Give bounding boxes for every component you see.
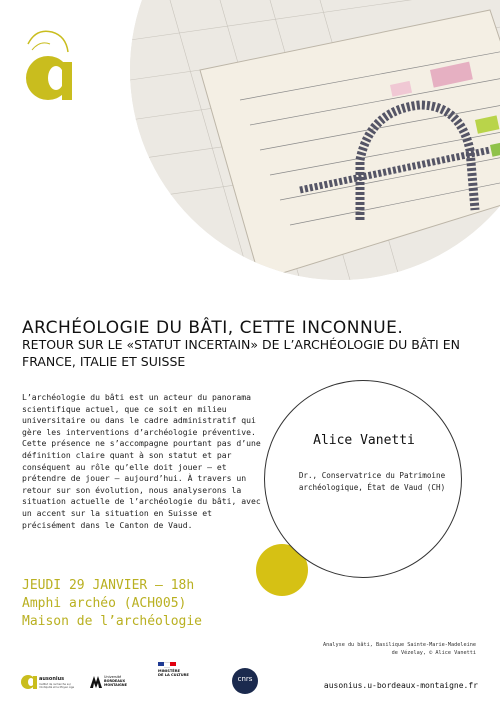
event-date: JEUDI 29 JANVIER – 18h bbox=[22, 578, 195, 593]
speaker-role-line1: Dr., Conservatrice du Patrimoine bbox=[298, 471, 446, 480]
photo-credit-line1: Analyse du bâti, Basilique Sainte-Marie-Madeleine bbox=[322, 642, 476, 648]
website-link[interactable]: ausonius.u-bordeaux-montaigne.fr bbox=[323, 681, 478, 690]
event-info bbox=[22, 577, 202, 631]
cnrs-logo bbox=[232, 668, 258, 694]
cnrs-logo-text: cnrs bbox=[237, 675, 253, 683]
photo-credit bbox=[300, 641, 476, 657]
ubm-line1: Université bbox=[104, 675, 122, 679]
ubm-logo bbox=[90, 674, 150, 694]
ministere-line1: MINISTÈRE bbox=[158, 669, 180, 673]
architectural-plan-illustration bbox=[130, 0, 500, 280]
abstract-text bbox=[22, 392, 264, 531]
photo-credit-line2: de Vézelay, © Alice Vanetti bbox=[391, 650, 476, 656]
page-title: ARCHÉOLOGIE DU BÂTI, CETTE INCONNUE. bbox=[22, 318, 404, 338]
ministere-culture-logo bbox=[158, 662, 208, 696]
ministere-line2: DE LA CULTURE bbox=[158, 673, 189, 678]
ausonius-logo-subtext: Institut de recherche sur l'Antiquité et le Moyen Âge bbox=[39, 683, 75, 689]
speaker-name: Alice Vanetti bbox=[313, 433, 415, 448]
ausonius-logo bbox=[20, 668, 75, 698]
ausonius-a-logo bbox=[22, 22, 74, 102]
ubm-logo-text bbox=[104, 675, 127, 687]
ubm-line2: BORDEAUX bbox=[104, 679, 126, 683]
speaker-role bbox=[272, 470, 472, 494]
event-room: Amphi archéo (ACH005) bbox=[22, 596, 187, 611]
ubm-mark-icon bbox=[90, 676, 102, 688]
header-photo bbox=[130, 0, 500, 280]
ministere-text bbox=[158, 669, 189, 678]
ubm-line3: MONTAIGNE bbox=[104, 683, 127, 687]
flag-red-stripe bbox=[170, 662, 176, 666]
abstract-paragraph-2: Cette présence ne s’accompagne pourtant pas d’une définition claire quant à son statut et par conséquent au rôle qu’elle doit jouer – et prétendre de jouer – aujourd’hui. À travers un retour sur son évolution, nous analyserons la situation actuelle de l’archéologie du bâti, avec un accent sur la situation en Suisse et précisément dans le Canton de Vaud. bbox=[22, 438, 261, 530]
page-subtitle: RETOUR SUR LE «STATUT INCERTAIN» DE L’ARCHÉOLOGIE DU BÂTI EN FRANCE, ITALIE ET SUISSE bbox=[22, 337, 460, 369]
abstract-paragraph-1: L’archéologie du bâti est un acteur du panorama scientifique actuel, que ce soit en milieu universitaire ou dans le cadre administratif qui gère les interventions d’archéologie préventive. bbox=[22, 392, 256, 437]
ausonius-mini-a-icon bbox=[20, 668, 38, 690]
ausonius-logo-text: ausonius bbox=[39, 676, 65, 682]
event-place: Maison de l’archéologie bbox=[22, 614, 203, 629]
speaker-role-line2: archéologique, État de Vaud (CH) bbox=[298, 483, 446, 492]
